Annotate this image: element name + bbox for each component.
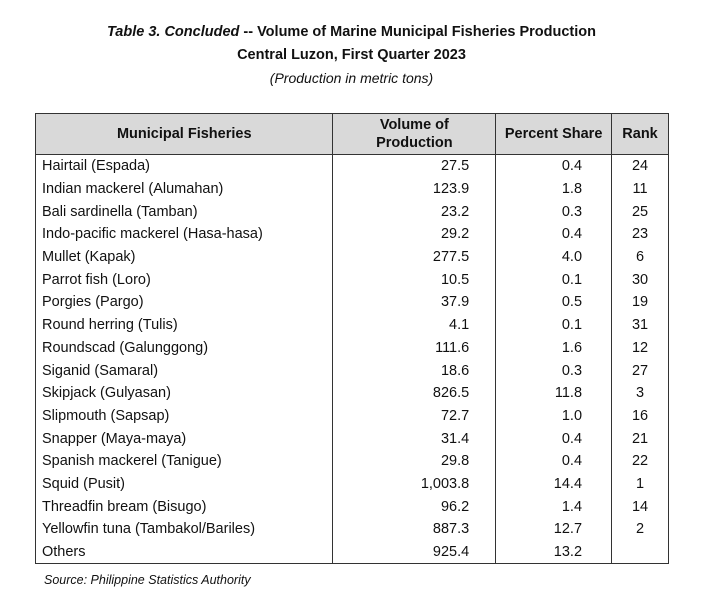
title-line-3: (Production in metric tons) <box>269 70 434 86</box>
cell-percent: 1.0 <box>496 405 612 428</box>
cell-volume: 1,003.8 <box>333 473 496 496</box>
cell-name: Siganid (Samaral) <box>36 359 333 382</box>
table-row <box>36 541 669 564</box>
cell-volume: 10.5 <box>333 268 496 291</box>
cell-percent: 13.2 <box>496 541 612 564</box>
title-line-1 <box>0 24 703 40</box>
title-prefix: Table 3. Concluded <box>106 24 240 40</box>
cell-volume: 96.2 <box>333 495 496 518</box>
cell-name: Yellowfin tuna (Tambakol/Bariles) <box>36 518 333 541</box>
title-main: -- Volume of Marine Municipal Fisheries Production <box>239 24 597 40</box>
cell-percent: 0.4 <box>496 223 612 246</box>
title-line-2: Central Luzon, First Quarter 2023 <box>237 47 466 63</box>
cell-volume: 4.1 <box>333 314 496 337</box>
cell-volume: 887.3 <box>333 518 496 541</box>
cell-rank: 31 <box>612 314 669 337</box>
source-note: Source: Philippine Statistics Authority <box>44 573 251 587</box>
cell-percent: 0.4 <box>496 427 612 450</box>
cell-name: Indian mackerel (Alumahan) <box>36 178 333 201</box>
table-row <box>36 405 669 428</box>
cell-name: Spanish mackerel (Tanigue) <box>36 450 333 473</box>
table-row <box>36 495 669 518</box>
cell-rank <box>612 541 669 564</box>
cell-name: Indo-pacific mackerel (Hasa-hasa) <box>36 223 333 246</box>
header-fisheries: Municipal Fisheries <box>36 114 333 155</box>
cell-rank: 27 <box>612 359 669 382</box>
cell-percent: 0.4 <box>496 450 612 473</box>
cell-volume: 29.8 <box>333 450 496 473</box>
cell-percent: 1.4 <box>496 495 612 518</box>
cell-percent: 12.7 <box>496 518 612 541</box>
cell-volume: 27.5 <box>333 155 496 178</box>
cell-rank: 25 <box>612 200 669 223</box>
cell-volume: 277.5 <box>333 246 496 269</box>
table-row <box>36 178 669 201</box>
header-percent: Percent Share <box>496 114 612 155</box>
table-row <box>36 359 669 382</box>
cell-percent: 4.0 <box>496 246 612 269</box>
table-row <box>36 427 669 450</box>
table-row <box>36 223 669 246</box>
cell-rank: 14 <box>612 495 669 518</box>
cell-percent: 0.3 <box>496 359 612 382</box>
cell-percent: 0.3 <box>496 200 612 223</box>
table-row <box>36 450 669 473</box>
cell-name: Snapper (Maya-maya) <box>36 427 333 450</box>
cell-rank: 6 <box>612 246 669 269</box>
table-row <box>36 200 669 223</box>
cell-rank: 19 <box>612 291 669 314</box>
table-row <box>36 314 669 337</box>
cell-name: Roundscad (Galunggong) <box>36 337 333 360</box>
cell-volume: 18.6 <box>333 359 496 382</box>
cell-rank: 11 <box>612 178 669 201</box>
cell-percent: 0.1 <box>496 314 612 337</box>
cell-name: Slipmouth (Sapsap) <box>36 405 333 428</box>
cell-name: Squid (Pusit) <box>36 473 333 496</box>
cell-name: Others <box>36 541 333 564</box>
cell-name: Mullet (Kapak) <box>36 246 333 269</box>
header-volume-line1: Volume of <box>379 117 449 133</box>
cell-rank: 1 <box>612 473 669 496</box>
header-rank: Rank <box>612 114 669 155</box>
cell-percent: 0.5 <box>496 291 612 314</box>
cell-name: Parrot fish (Loro) <box>36 268 333 291</box>
cell-rank: 22 <box>612 450 669 473</box>
cell-rank: 16 <box>612 405 669 428</box>
cell-name: Porgies (Pargo) <box>36 291 333 314</box>
table-row <box>36 155 669 178</box>
cell-volume: 37.9 <box>333 291 496 314</box>
header-volume-line2: Production <box>376 135 453 151</box>
table-row <box>36 337 669 360</box>
cell-name: Round herring (Tulis) <box>36 314 333 337</box>
table-row <box>36 246 669 269</box>
cell-percent: 0.4 <box>496 155 612 178</box>
cell-percent: 11.8 <box>496 382 612 405</box>
cell-volume: 826.5 <box>333 382 496 405</box>
cell-rank: 30 <box>612 268 669 291</box>
cell-rank: 23 <box>612 223 669 246</box>
cell-volume: 31.4 <box>333 427 496 450</box>
cell-rank: 21 <box>612 427 669 450</box>
cell-volume: 111.6 <box>333 337 496 360</box>
fisheries-table <box>35 113 669 564</box>
cell-name: Skipjack (Gulyasan) <box>36 382 333 405</box>
cell-rank: 24 <box>612 155 669 178</box>
cell-rank: 2 <box>612 518 669 541</box>
table-row <box>36 268 669 291</box>
cell-rank: 12 <box>612 337 669 360</box>
header-volume <box>333 114 496 155</box>
cell-percent: 1.6 <box>496 337 612 360</box>
cell-percent: 14.4 <box>496 473 612 496</box>
cell-volume: 72.7 <box>333 405 496 428</box>
cell-volume: 925.4 <box>333 541 496 564</box>
cell-name: Hairtail (Espada) <box>36 155 333 178</box>
cell-percent: 1.8 <box>496 178 612 201</box>
table-row <box>36 382 669 405</box>
cell-name: Bali sardinella (Tamban) <box>36 200 333 223</box>
cell-volume: 23.2 <box>333 200 496 223</box>
table-row <box>36 291 669 314</box>
cell-volume: 123.9 <box>333 178 496 201</box>
cell-volume: 29.2 <box>333 223 496 246</box>
table-header-row <box>36 114 669 155</box>
cell-percent: 0.1 <box>496 268 612 291</box>
table-row <box>36 473 669 496</box>
cell-name: Threadfin bream (Bisugo) <box>36 495 333 518</box>
cell-rank: 3 <box>612 382 669 405</box>
table-row <box>36 518 669 541</box>
